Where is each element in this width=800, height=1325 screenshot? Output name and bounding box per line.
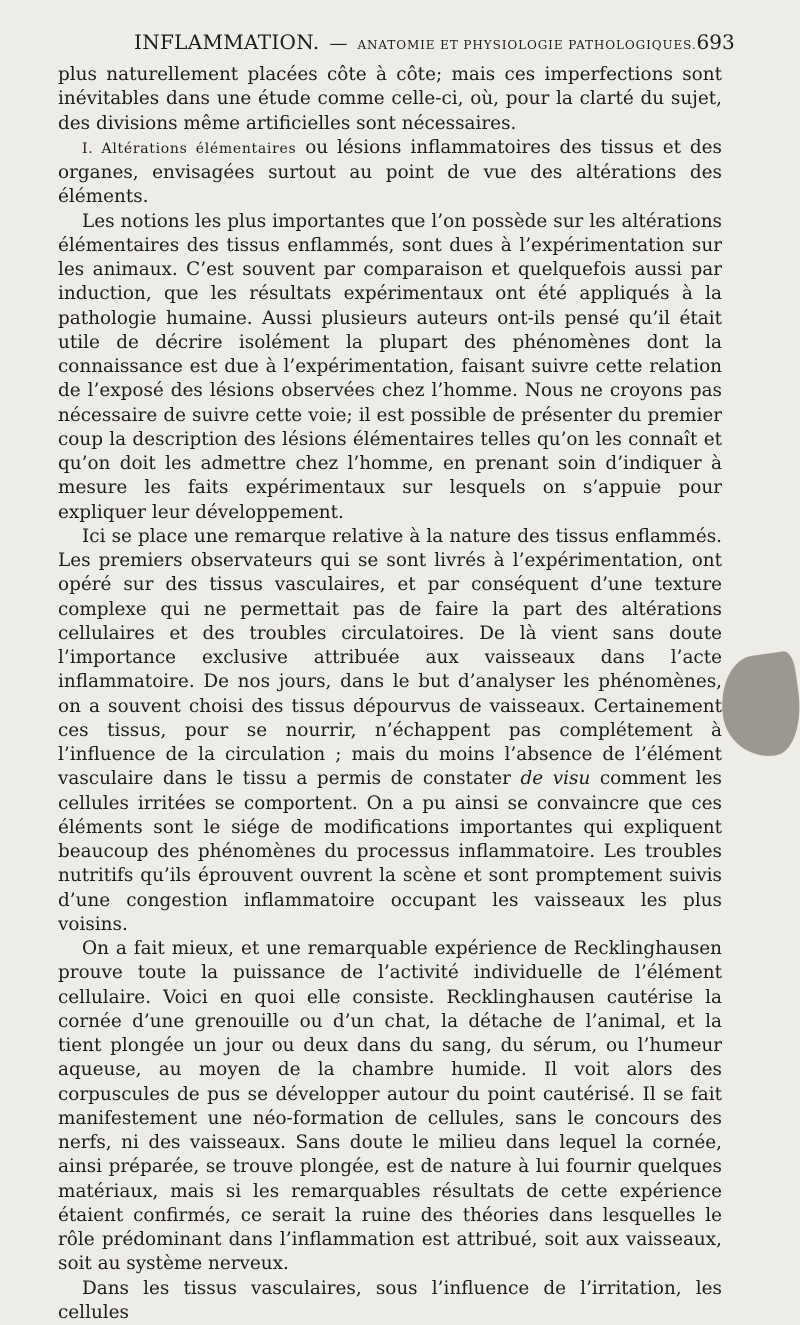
- paragraph-continuation: plus naturellement placées côte à côte; mais ces imperfections sont inévitables dans une étude comme celle-ci, où, pour la clarté du sujet, des divisions même artificielles sont nécessaires.: [58, 63, 722, 136]
- paper-stain: [715, 650, 800, 762]
- header-dash: —: [329, 33, 347, 54]
- paragraph-remarque: [58, 525, 722, 937]
- body-text: [58, 63, 722, 1325]
- page-number: 693: [697, 30, 735, 54]
- header-subtitle: ANATOMIE ET PHYSIOLOGIE PATHOLOGIQUES.: [357, 38, 696, 52]
- paragraph-remarque-part1: Ici se place une remarque relative à la nature des tissus enflammés. Les premiers observateurs qui se sont livrés à l’expérimentation, ont opéré sur des tissus vasculaires, et par conséquent d’une texture complexe qui ne permettait pas de faire la part des altérations cellulaires et des troubles circulatoires. De là vient sans doute l’importance exclusive attribuée aux vaisseaux dans l’acte inflammatoire. De nos jours, dans le but d’analyser les phénomènes, on a souvent choisi des tissus dépourvus de vaisseaux. Certainement ces tissus, pour se nourrir, n’échappent pas complétement à l’influence de la circulation ; mais du moins l’absence de l’élément vasculaire dans le tissu a permis de constater: [58, 526, 722, 790]
- paragraph-notions: Les notions les plus importantes que l’on possède sur les altérations élémentaires des tissus enflammés, sont dues à l’expérimentation sur les animaux. C’est souvent par comparaison et quelquefois aussi par induction, que les résultats expérimentaux ont été appliqués à la pathologie humaine. Aussi plusieurs auteurs ont-ils pensé qu’il était utile de décrire isolément la plupart des phénomènes dont la connaissance est due à l’expérimentation, faisant suivre cette relation de l’exposé des lésions observées chez l’homme. Nous ne croyons pas nécessaire de suivre cette voie; il est possible de présenter du premier coup la description des lésions élémentaires telles qu’on les connaît et qu’on doit les admettre chez l’homme, en prenant soin d’indiquer à mesure les faits expérimentaux sur lesquels on s’appuie pour expliquer leur développement.: [58, 210, 722, 525]
- paragraph-remarque-part2: comment les cellules irritées se comportent. On a pu ainsi se convaincre que ces éléments sont le siége de modifications importantes qui expliquent beaucoup des phénomènes du processus inflammatoire. Les troubles nutritifs qu’ils éprouvent ouvrent la scène et sont promptement suivis d’une congestion inflammatoire occupant les vaisseaux les plus voisins.: [58, 768, 722, 935]
- section-heading-rest: ou lésions inflammatoires des tissus et des organes, envisagées surtout au point de vue des altérations des éléments.: [58, 137, 722, 208]
- italic-de-visu: de visu: [521, 768, 591, 789]
- running-header: [58, 30, 728, 60]
- paragraph-tissus-vasculaires: Dans les tissus vasculaires, sous l’influence de l’irritation, les cellules: [58, 1277, 722, 1325]
- section-heading-paragraph: [58, 136, 722, 210]
- paragraph-recklinghausen: On a fait mieux, et une remarquable expérience de Recklinghausen prouve toute la puissance de l’activité individuelle de l’élément cellulaire. Voici en quoi elle consiste. Recklinghausen cautérise la cornée d’une grenouille ou d’un chat, la détache de l’animal, et la tient plongée un jour ou deux dans du sang, du sérum, ou l’humeur aqueuse, au moyen de la chambre humide. Il voit alors des corpuscules de pus se développer autour du point cautérisé. Il se fait manifestement une néo-formation de cellules, sans le concours des nerfs, ni des vaisseaux. Sans doute le milieu dans lequel la cornée, ainsi préparée, se trouve plongée, est de nature à lui fournir quelques matériaux, mais si les remarquables résultats de cette expérience étaient confirmés, ce serait la ruine des théories dans lesquelles le rôle prédominant dans l’inflammation est attribué, soit aux vaisseaux, soit au système nerveux.: [58, 937, 722, 1277]
- header-title: INFLAMMATION.: [134, 30, 319, 54]
- section-heading-lead: I. Altérations élémentaires: [82, 141, 296, 157]
